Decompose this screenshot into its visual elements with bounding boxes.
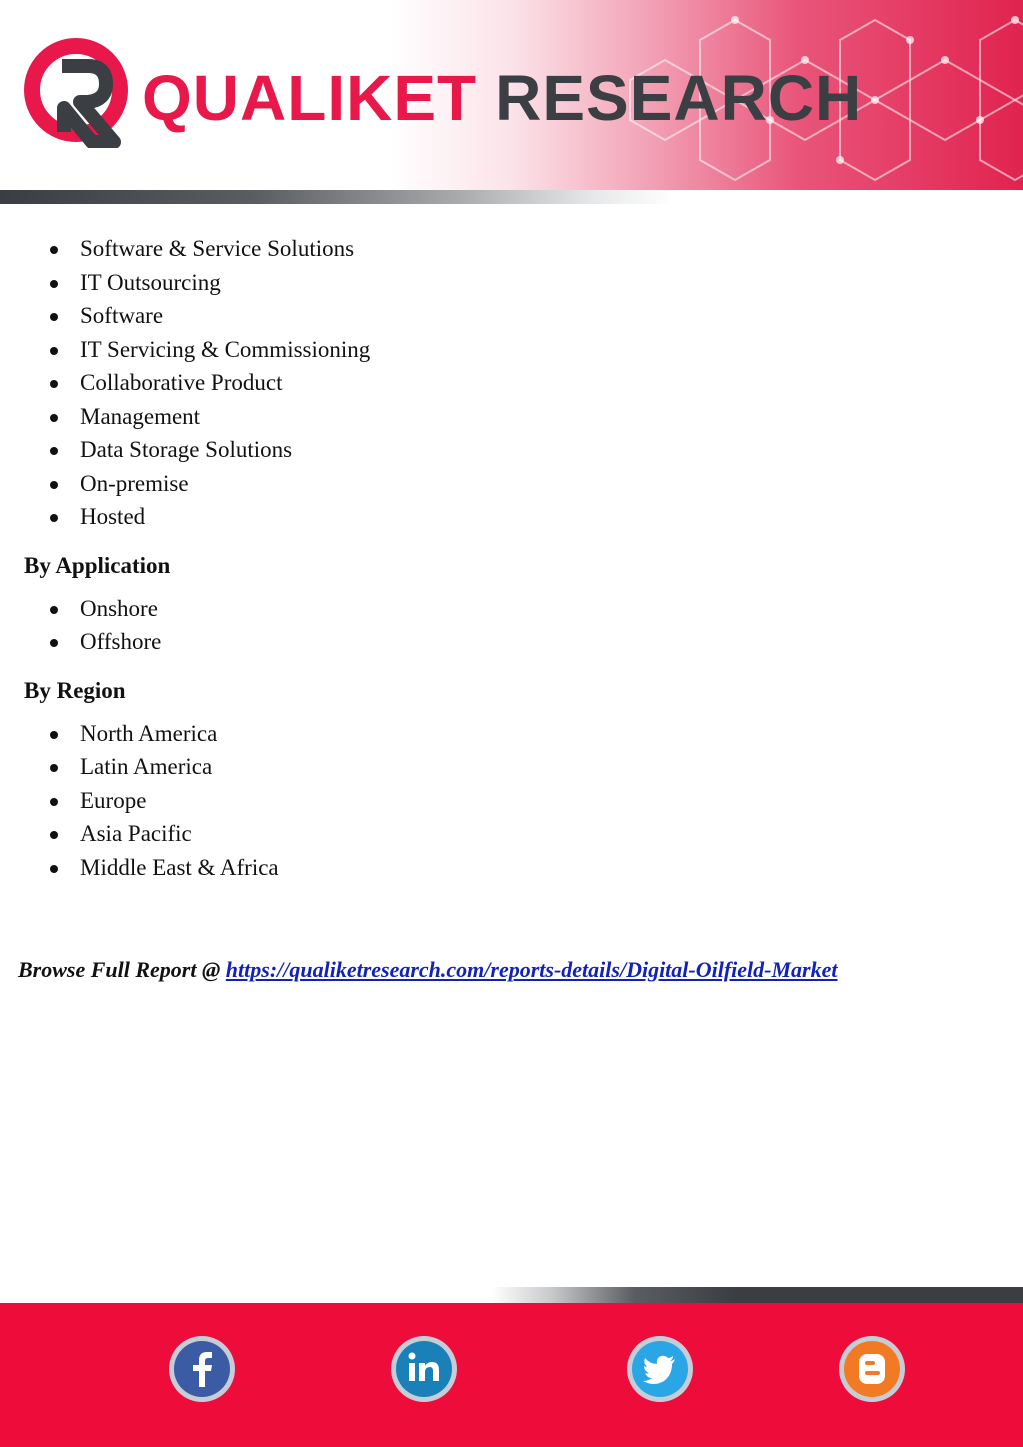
report-content bbox=[0, 232, 1023, 884]
header-divider bbox=[0, 190, 1023, 204]
list-item: Management bbox=[0, 400, 1023, 434]
list-item: Offshore bbox=[0, 625, 1023, 659]
list-item: IT Servicing & Commissioning bbox=[0, 333, 1023, 367]
browse-label: Browse Full Report @ bbox=[18, 957, 221, 982]
twitter-icon[interactable] bbox=[626, 1335, 694, 1403]
brand-secondary: RESEARCH bbox=[495, 62, 863, 134]
report-link[interactable]: https://qualiketresearch.com/reports-details/Digital-Oilfield-Market bbox=[225, 957, 838, 982]
list-item: On-premise bbox=[0, 467, 1023, 501]
qr-monogram-icon bbox=[22, 36, 134, 148]
application-heading: By Application bbox=[24, 552, 171, 578]
list-item: Onshore bbox=[0, 592, 1023, 626]
list-item: Hosted bbox=[0, 500, 1023, 534]
brand-wordmark bbox=[142, 58, 862, 138]
list-item: Latin America bbox=[0, 750, 1023, 784]
application-list bbox=[0, 592, 1023, 659]
page-footer bbox=[0, 1303, 1023, 1447]
footer-divider bbox=[0, 1287, 1023, 1303]
region-list bbox=[0, 717, 1023, 885]
brand-primary: QUALIKET bbox=[142, 62, 478, 134]
type-list bbox=[0, 232, 1023, 534]
list-item: Europe bbox=[0, 784, 1023, 818]
page-header bbox=[0, 0, 1023, 190]
linkedin-icon[interactable] bbox=[390, 1335, 458, 1403]
list-item: North America bbox=[0, 717, 1023, 751]
list-item: Software & Service Solutions bbox=[0, 232, 1023, 266]
list-item: Middle East & Africa bbox=[0, 851, 1023, 885]
blogger-icon[interactable] bbox=[838, 1335, 906, 1403]
facebook-icon[interactable] bbox=[168, 1335, 236, 1403]
list-item: Data Storage Solutions bbox=[0, 433, 1023, 467]
list-item: Collaborative Product bbox=[0, 366, 1023, 400]
list-item: IT Outsourcing bbox=[0, 266, 1023, 300]
region-heading: By Region bbox=[24, 677, 126, 703]
list-item: Software bbox=[0, 299, 1023, 333]
browse-full-report bbox=[18, 955, 838, 985]
list-item: Asia Pacific bbox=[0, 817, 1023, 851]
